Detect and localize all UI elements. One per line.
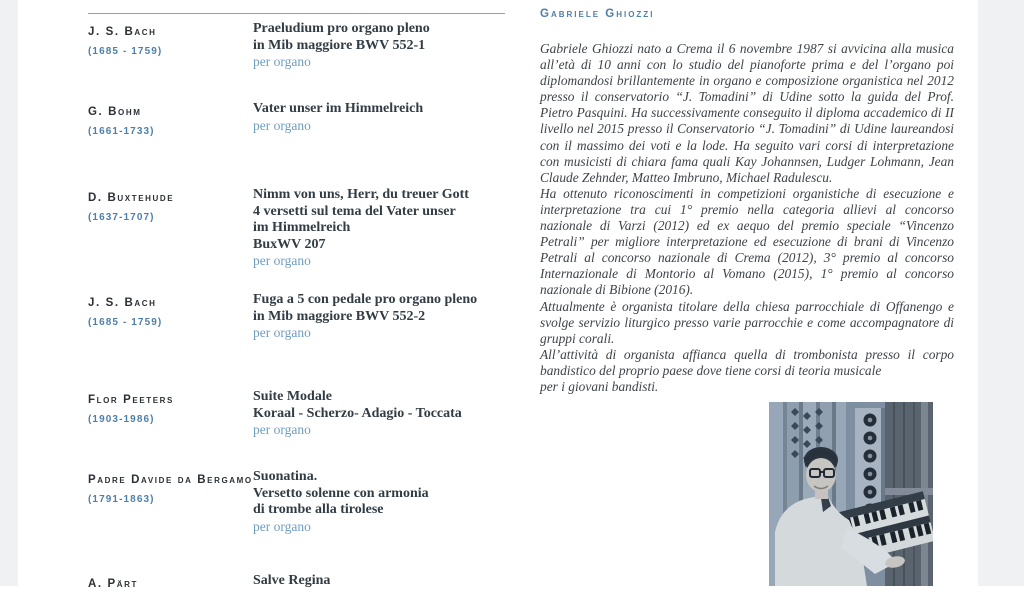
work-lines [253,292,512,325]
instrumentation-label: per organo [253,117,311,133]
work-title-line: di trombe alla tirolese [253,502,384,517]
program-top-rule [88,13,505,14]
instrumentation-label: per organo [253,325,311,340]
composer-block [88,292,253,342]
bio-paragraph: All’attività di organista affianca quella di trombonista presso il corpo bandistico del proprio paese dove tiene corsi di teoria musicale [540,346,954,378]
program-entry [88,21,512,71]
composer-dates: (1903-1986) [88,414,155,425]
work-title-line: im Himmelreich [253,220,351,235]
program-entry [88,469,512,535]
work-title-line: 4 versetti sul tema del Vater unser [253,203,456,219]
work-block [253,21,512,71]
work-title-line: Suonatina. [253,469,318,484]
composer-name: Flor Peeters [88,394,174,406]
instrumentation-label: per organo [253,518,311,534]
work-title-line: in Mib maggiore BWV 552-2 [253,308,426,324]
composer-name: J. S. Bach [88,26,157,38]
bio-paragraph: per i giovani bandisti. [540,378,659,394]
composer-block [88,389,253,439]
work-title-line: Vater unser im Himmelreich [253,101,424,116]
work-lines [253,101,512,118]
work-title-line: Suite Modale [253,389,332,404]
work-title-line: in Mib maggiore BWV 552-1 [253,37,426,53]
composer-block [88,101,253,140]
bio-paragraph: Gabriele Ghiozzi nato a Crema il 6 novembre 1987 si avvicina alla musica all’età di 10 anni con lo studio del pianoforte prima e del l’organo poi diplomandosi brillantemente in organo e composizione organistica nel 2012 presso il conservatorio “J. Tomadini” di Udine sotto la guida del Prof. Pietro Pasquini. Ha successivamente conseguito il diploma accademico di II livello nel 2015 presso il Conservatorio “J. Tomadini” di Udine laureandosi con il massimo dei voti e la lode. Ha seguito vari corsi di interpretazione con musicisti di chiara fama quali Kay Johannsen, Ludger Lohmann, Jean Claude Zehnder, Matteo Imbruno, Michael Radulescu. [540,41,954,185]
program-entry [88,187,512,270]
bio-paragraph: Ha ottenuto riconoscimenti in competizioni organistiche di esecuzione e interpretazione tra cui 1° premio nella categoria allievi al concorso nazionale di Varzi (2012) ed ex aequo del premio speciale “Vincenzo Petrali” per migliore interpretazione ed esecuzione di brani di Vincenzo Petrali al concorso nazionale di Crema (2012), 3° premio al concorso Internazionale di Montorio al Vomano (2015), 1° premio al concorso nazionale di Bibione (2016). [540,185,954,298]
work-title-line: Versetto solenne con armonia [253,485,429,501]
instrumentation-label: per organo [253,253,311,268]
work-block [253,469,512,535]
program-entry [88,573,512,595]
composer-name: G. Bohm [88,106,142,118]
instrumentation-label: per organo [253,422,311,437]
instrumentation-label: per organo [253,54,311,69]
bio-heading: Gabriele Ghiozzi [540,8,655,20]
bio-section [540,7,954,395]
work-title-line: BuxWV 207 [253,236,326,252]
program-entry [88,101,512,140]
work-block [253,101,512,140]
composer-name: Padre Davide da Bergamo [88,474,253,486]
photo-duotone-overlay [769,402,933,586]
program-entry [88,292,512,342]
composer-dates: (1661-1733) [88,126,155,137]
composer-dates: (1685 - 1759) [88,46,163,57]
program-entry [88,389,512,439]
composer-block [88,21,253,71]
work-lines [253,389,512,422]
composer-block [88,573,253,595]
work-block [253,292,512,342]
work-title-line: Fuga a 5 con pedale pro organo pleno [253,292,478,307]
composer-block [88,469,253,535]
composer-name: D. Buxtehude [88,192,175,204]
work-block [253,187,512,270]
composer-dates: (1791-1863) [88,494,155,505]
bio-paragraphs [540,41,954,395]
work-lines [253,573,512,590]
composer-block [88,187,253,270]
work-title-line: Salve Regina [253,573,331,588]
work-block [253,389,512,439]
work-title-line: Koraal - Scherzo- Adagio - Toccata [253,405,462,421]
work-lines [253,187,512,253]
bio-paragraph: Attualmente è organista titolare della chiesa parrocchiale di Offanengo e svolge servizio liturgico presso varie parrocchie e come accompagnatore di gruppi corali. [540,298,954,346]
viewer-gutter-left [0,0,18,586]
composer-dates: (1637-1707) [88,212,155,223]
work-title-line: Praeludium pro organo pleno [253,21,430,36]
composer-dates: (1685 - 1759) [88,317,163,328]
work-title-line: Nimm von uns, Herr, du treuer Gott [253,187,469,202]
performer-photo [769,402,933,586]
work-lines [253,469,512,519]
work-block [253,573,512,595]
composer-name: A. Pärt [88,578,139,590]
composer-name: J. S. Bach [88,297,157,309]
work-lines [253,21,512,54]
viewer-gutter-right [978,0,1024,586]
